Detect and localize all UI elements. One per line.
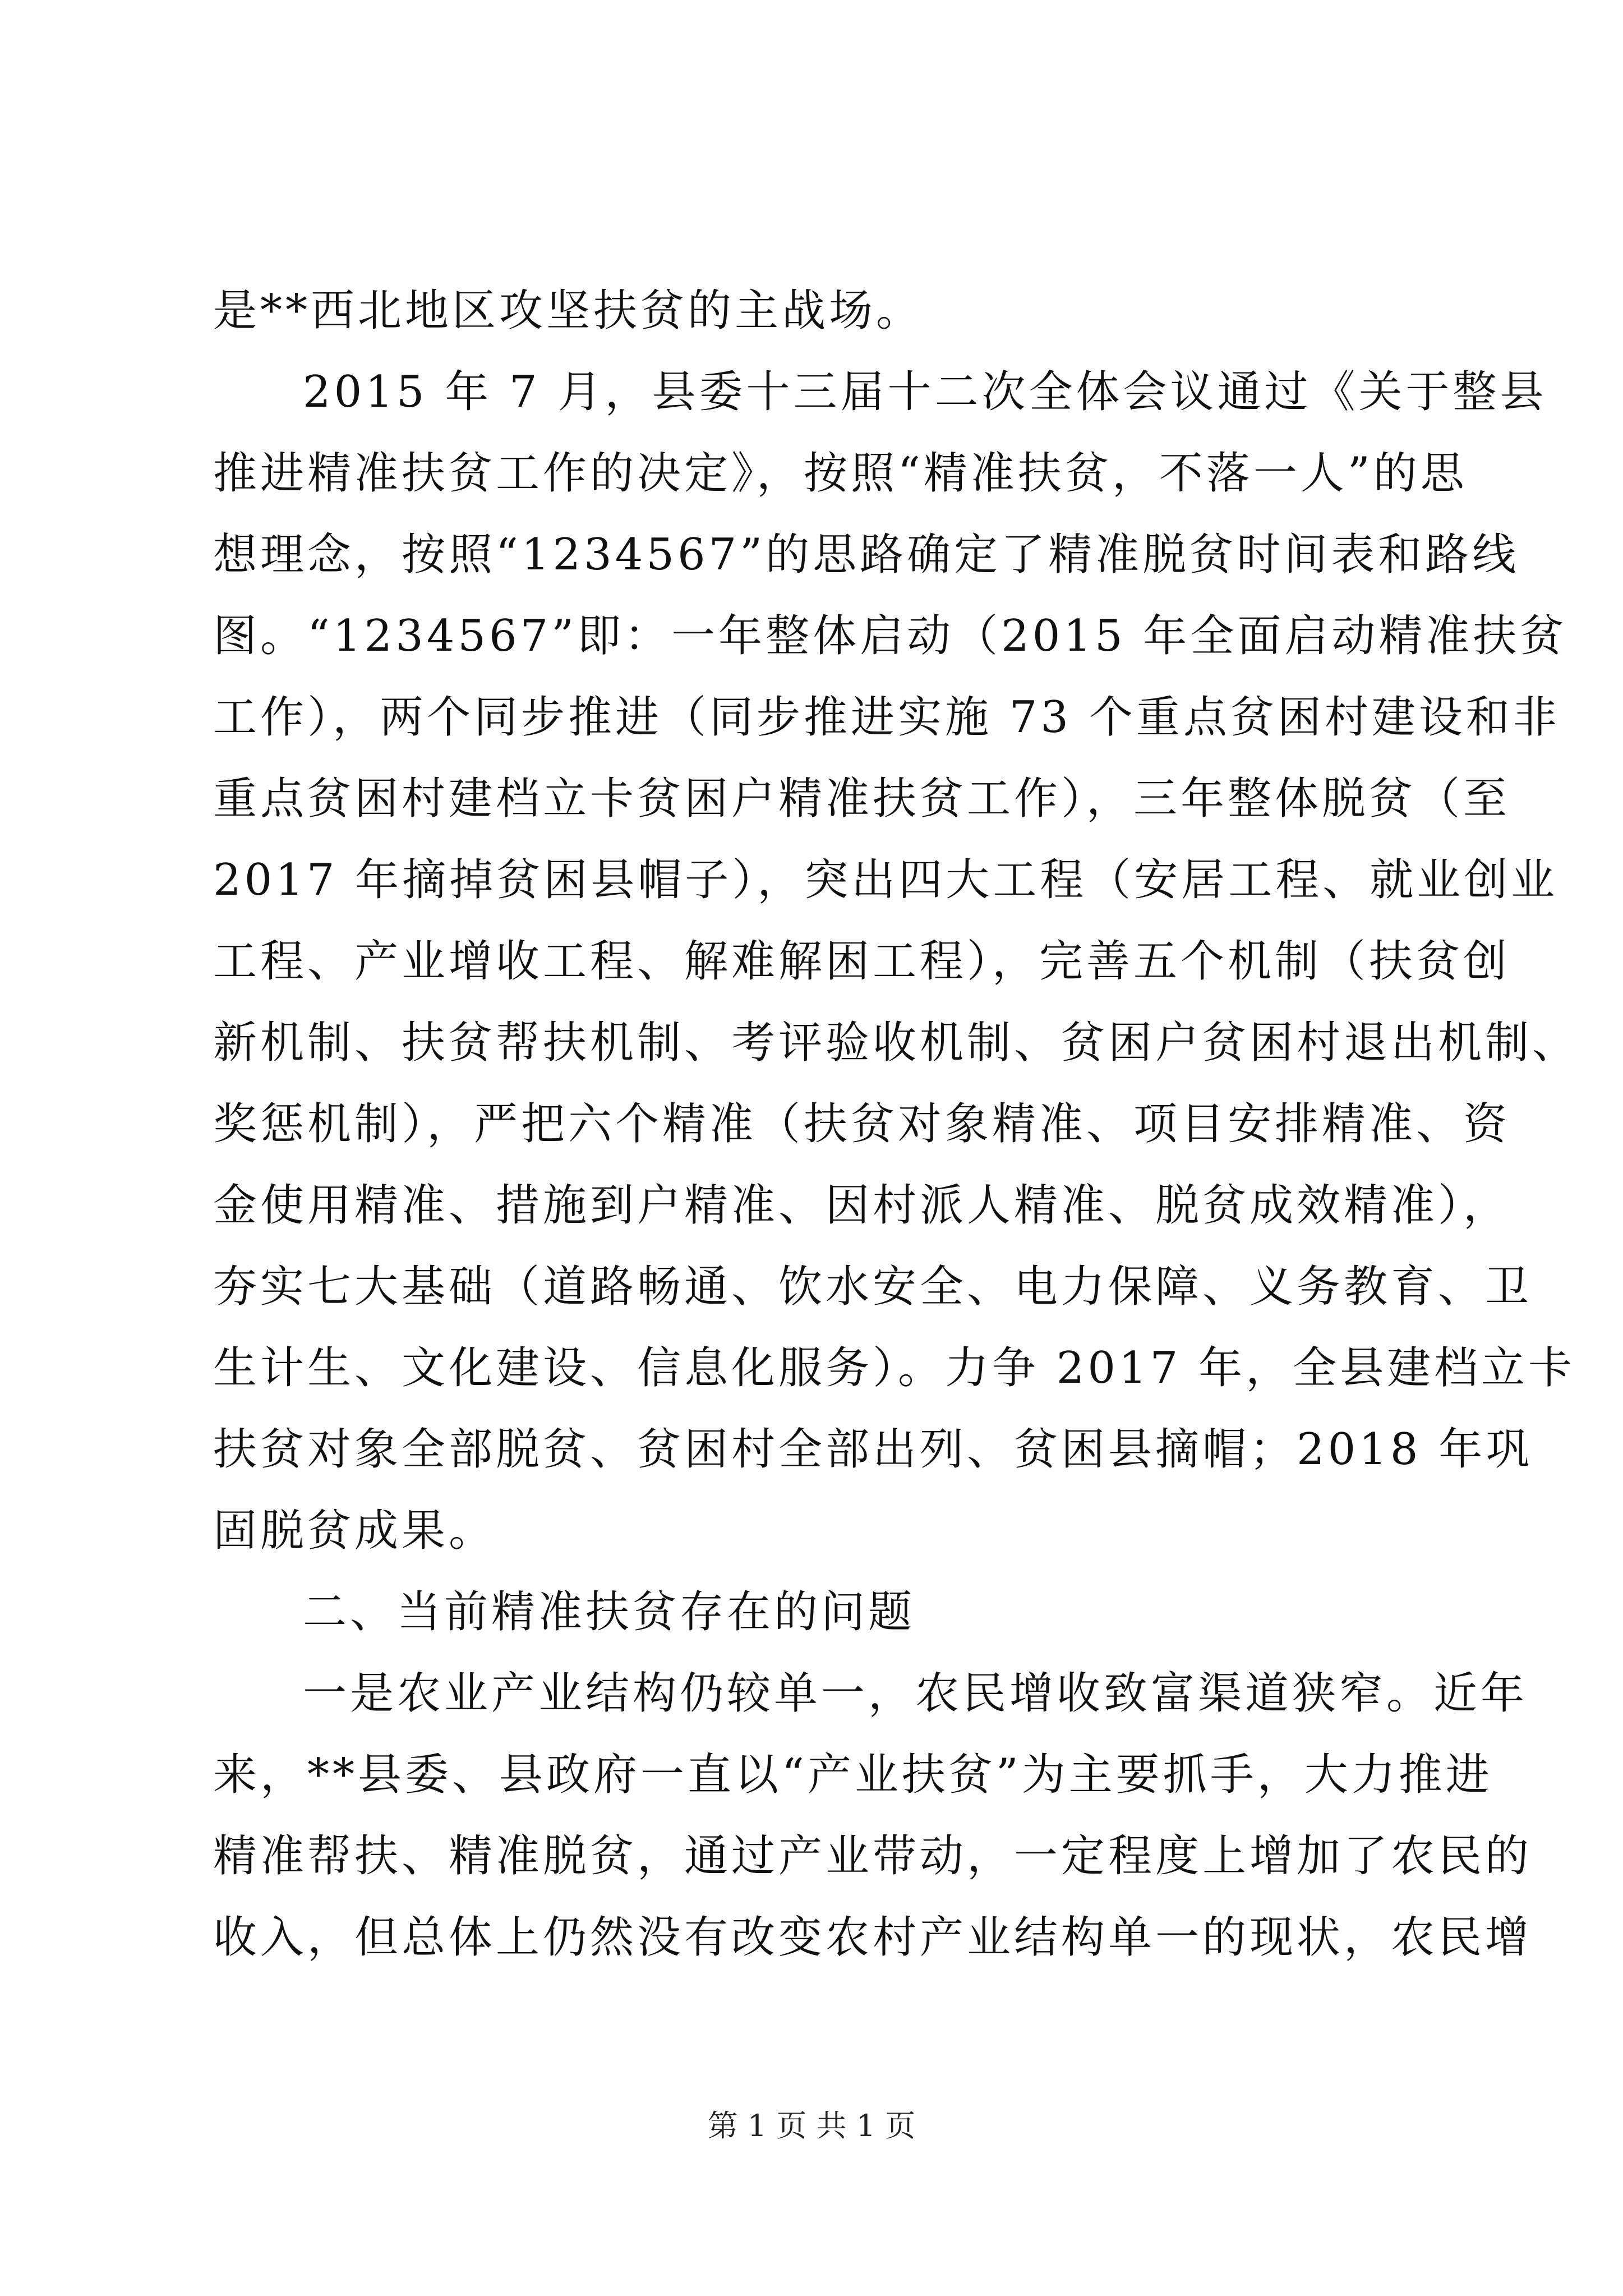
page-number-footer: 第 1 页 共 1 页 — [707, 2108, 916, 2143]
paragraph-start-line: 一是农业产业结构仍较单一，农民增收致富渠道狭窄。近年 — [303, 1668, 1528, 1719]
text-line: 工作），两个同步推进（同步推进实施 73 个重点贫困村建设和非 — [213, 692, 1560, 743]
text-line: 2017 年摘掉贫困县帽子），突出四大工程（安居工程、就业创业 — [213, 855, 1559, 905]
text-line: 是**西北地区攻坚扶贫的主战场。 — [213, 286, 924, 336]
text-line: 金使用精准、措施到户精准、因村派人精准、脱贫成效精准）， — [213, 1180, 1511, 1231]
text-line: 来，**县委、县政府一直以“产业扶贫”为主要抓手，大力推进 — [213, 1750, 1493, 1800]
text-line: 生计生、文化建设、信息化服务）。力争 2017 年，全县建档立卡 — [213, 1343, 1576, 1393]
text-line: 推进精准扶贫工作的决定》，按照“精准扶贫，不落一人”的思 — [213, 448, 1468, 499]
text-line: 扶贫对象全部脱贫、贫困村全部出列、贫困县摘帽；2018 年巩 — [213, 1424, 1533, 1475]
text-line: 想理念，按照“1234567”的思路确定了精准脱贫时间表和路线 — [213, 530, 1520, 580]
text-line: 固脱贫成果。 — [213, 1506, 496, 1556]
section-heading: 二、当前精准扶贫存在的问题 — [303, 1587, 916, 1637]
text-line: 工程、产业增收工程、解难解困工程），完善五个机制（扶贫创 — [213, 936, 1511, 987]
text-line: 重点贫困村建档立卡贫困户精准扶贫工作），三年整体脱贫（至 — [213, 774, 1511, 824]
text-line: 图。“1234567”即：一年整体启动（2015 年全面启动精准扶贫 — [213, 611, 1567, 661]
paragraph-start-line: 2015 年 7 月，县委十三届十二次全体会议通过《关于整县 — [303, 367, 1547, 417]
document-body — [213, 270, 1580, 1978]
text-line: 收入，但总体上仍然没有改变农村产业结构单一的现状，农民增 — [213, 1912, 1533, 1963]
text-line: 夯实七大基础（道路畅通、饮水安全、电力保障、义务教育、卫 — [213, 1262, 1533, 1312]
text-line: 奖惩机制），严把六个精准（扶贫对象精准、项目安排精准、资 — [213, 1099, 1511, 1149]
text-line: 新机制、扶贫帮扶机制、考评验收机制、贫困户贫困村退出机制、 — [213, 1018, 1580, 1068]
text-line: 精准帮扶、精准脱贫，通过产业带动，一定程度上增加了农民的 — [213, 1831, 1533, 1881]
